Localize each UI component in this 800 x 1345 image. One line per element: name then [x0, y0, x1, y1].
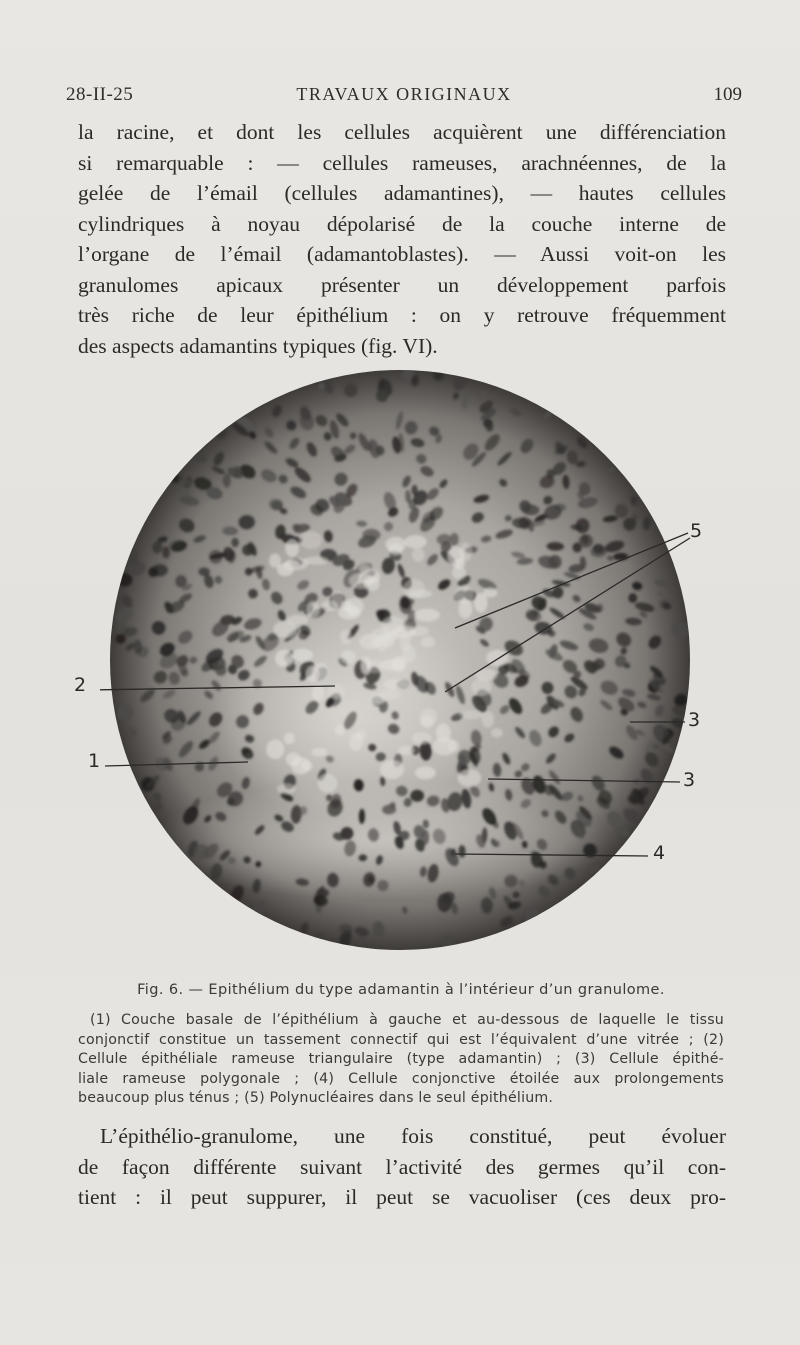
cell-body — [312, 685, 324, 701]
cell-body — [306, 601, 319, 617]
text-line: très riche de leur épithélium : on y retrouve fréquemment — [78, 303, 726, 327]
running-head — [66, 84, 742, 110]
cell-body — [388, 544, 403, 556]
cell-body — [471, 678, 491, 696]
cell-body — [341, 650, 356, 663]
cell-body — [458, 769, 482, 787]
cell-body — [284, 733, 295, 745]
cell-body — [370, 694, 385, 705]
cell-body — [380, 760, 404, 779]
caption-line: Cellule épithéliale rameuse triangulaire (type adamantin) ; (3) Cellule épithé- — [78, 1051, 724, 1067]
cell-body — [340, 630, 351, 645]
cell-body — [458, 600, 472, 619]
micrograph-figure — [74, 370, 710, 965]
cell-body — [311, 748, 327, 757]
cell-body — [269, 553, 281, 567]
label-1: 1 — [88, 750, 101, 772]
cell-body — [482, 711, 494, 728]
page-number: 109 — [713, 84, 742, 105]
cell-body — [409, 626, 429, 636]
cell-body — [400, 633, 411, 651]
cell-body — [332, 591, 344, 610]
cell-body — [292, 649, 313, 662]
cell-body — [284, 560, 300, 570]
cell-body — [474, 593, 488, 613]
cell-body — [408, 590, 432, 598]
paragraph-top — [78, 117, 726, 361]
cell-body — [285, 539, 299, 557]
text-line: tient : il peut suppurer, il peut se vacuoliser (ces deux pro- — [78, 1185, 726, 1209]
caption-line: conjonctif constitue un tassement connectif qui est l’équivalent d’une vitrée ; (2) — [78, 1031, 724, 1048]
cell-nucleus — [410, 790, 424, 802]
header-date: 28-II-25 — [66, 84, 134, 105]
cell-body — [432, 737, 456, 755]
cell-body — [420, 716, 434, 728]
text-line: si remarquable : — cellules rameuses, arachnéennes, de la — [78, 150, 726, 175]
cell-body — [334, 725, 345, 735]
cell-body — [398, 746, 414, 755]
caption-line: (1) Couche basale de l’épithélium à gauche et au-dessous de laquelle le tissu — [90, 1012, 724, 1028]
cell-body — [412, 732, 433, 744]
cell-body — [301, 761, 313, 772]
text-line: cylindriques à noyau dépolarisé de la couche interne de — [78, 211, 726, 236]
cell-body — [306, 666, 320, 682]
cell-body — [266, 740, 284, 760]
caption-line: beaucoup plus ténus ; (5) Polynucléaires dans le seul épithélium. — [78, 1090, 554, 1106]
cell-body — [287, 615, 309, 626]
text-line: l’organe de l’émail (adamantoblastes). — Aussi voit-on les — [78, 242, 726, 266]
label-3b: 3 — [683, 769, 696, 791]
figure-caption-title: Fig. 6. — Epithélium du type adamantin à l’intérieur d’un granulome. — [137, 982, 665, 998]
cell-body — [415, 766, 436, 779]
label-3a: 3 — [688, 709, 701, 731]
label-2: 2 — [74, 674, 87, 696]
cell-body — [345, 598, 364, 615]
cell-body — [491, 728, 503, 738]
cell-body — [349, 573, 373, 588]
cell-body — [277, 784, 296, 794]
micrograph-svg — [100, 370, 710, 965]
cell-nucleus — [231, 538, 239, 547]
cell-body — [299, 531, 322, 549]
cell-body — [367, 660, 383, 673]
label-5: 5 — [690, 520, 703, 542]
paragraph-bottom — [78, 1121, 726, 1213]
cell-body — [359, 564, 371, 574]
cell-body — [349, 733, 363, 751]
cell-body — [404, 535, 427, 549]
text-line: gelée de l’émail (cellules adamantines), — hautes cellules — [78, 181, 726, 205]
cell-body — [391, 657, 405, 671]
cell-body — [372, 628, 394, 639]
cell-body — [459, 710, 483, 719]
header-title: TRAVAUX ORIGINAUX — [296, 84, 512, 104]
text-line: L’épithélio-granulome, une fois constitué, peut évoluer — [100, 1124, 726, 1148]
cell-body — [459, 542, 471, 561]
cell-body — [383, 679, 409, 690]
text-line: des aspects adamantins typiques (fig. VI). — [78, 333, 438, 358]
cell-body — [275, 650, 293, 667]
figure-caption-legend — [78, 1011, 724, 1109]
cell-nucleus — [318, 934, 323, 940]
cell-body — [412, 548, 425, 562]
caption-line: liale rameuse polygonale ; (4) Cellule conjonctive étoilée aux prolongements — [78, 1070, 724, 1087]
cell-body — [286, 753, 301, 767]
cell-body — [414, 609, 439, 622]
cell-body — [318, 774, 338, 793]
text-line: la racine, et dont les cellules acquièrent une différenciation — [78, 120, 726, 144]
label-4: 4 — [653, 842, 666, 864]
text-line: de façon différente suivant l’activité des germes qu’il con- — [78, 1154, 726, 1179]
cell-body — [421, 637, 435, 648]
text-line: granulomes apicaux présenter un développement parfois — [78, 272, 726, 297]
